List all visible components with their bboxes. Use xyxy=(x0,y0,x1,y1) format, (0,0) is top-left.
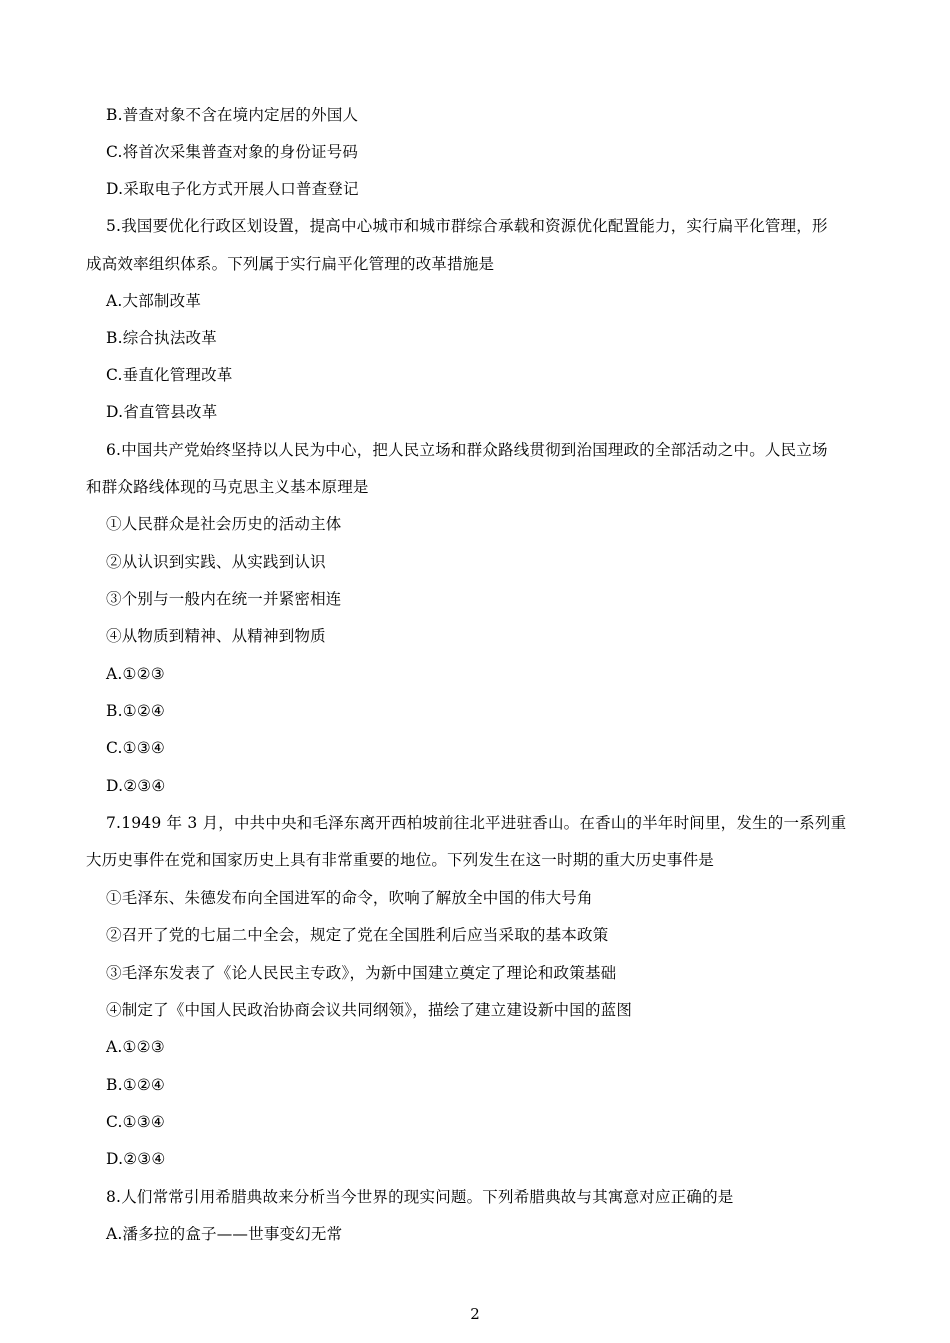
q7-stem-line1: 7.1949 年 3 月，中共中央和毛泽东离开西柏坡前往北平进驻香山。在香山的半年时间里，发生的一系列重 xyxy=(106,814,847,832)
q7-option-b: B.①②④ xyxy=(106,1076,166,1094)
q7-stem-line2: 大历史事件在党和国家历史上具有非常重要的地位。下列发生在这一时期的重大历史事件是 xyxy=(86,851,715,869)
q6-option-a: A.①②③ xyxy=(106,665,165,683)
q6-option-b: B.①②④ xyxy=(106,702,166,720)
q6-statement-3: ③个别与一般内在统一并紧密相连 xyxy=(106,590,342,608)
q4-option-b: B.普查对象不含在境内定居的外国人 xyxy=(106,106,359,124)
q7-statement-3: ③毛泽东发表了《论人民民主专政》，为新中国建立奠定了理论和政策基础 xyxy=(106,964,617,982)
q5-option-d: D.省直管县改革 xyxy=(106,403,218,421)
q7-statement-2: ②召开了党的七届二中全会，规定了党在全国胜利后应当采取的基本政策 xyxy=(106,926,609,944)
q5-option-a: A.大部制改革 xyxy=(106,292,202,310)
q6-stem-line2: 和群众路线体现的马克思主义基本原理是 xyxy=(86,478,369,496)
q5-option-c: C.垂直化管理改革 xyxy=(106,366,233,384)
q6-statement-1: ①人民群众是社会历史的活动主体 xyxy=(106,515,342,533)
q6-option-c: C.①③④ xyxy=(106,739,165,757)
q5-stem-line1: 5.我国要优化行政区划设置，提高中心城市和城市群综合承载和资源优化配置能力，实行扁平化管理，形 xyxy=(106,217,828,235)
q6-statement-2: ②从认识到实践、从实践到认识 xyxy=(106,553,326,571)
q6-option-d: D.②③④ xyxy=(106,777,166,795)
q5-option-b: B.综合执法改革 xyxy=(106,329,217,347)
q7-option-c: C.①③④ xyxy=(106,1113,165,1131)
q8-option-a: A.潘多拉的盒子——世事变幻无常 xyxy=(106,1225,343,1243)
q6-stem-line1: 6.中国共产党始终坚持以人民为中心，把人民立场和群众路线贯彻到治国理政的全部活动之中。人民立场 xyxy=(106,441,828,459)
q6-statement-4: ④从物质到精神、从精神到物质 xyxy=(106,627,326,645)
q7-statement-4: ④制定了《中国人民政治协商会议共同纲领》，描绘了建立建设新中国的蓝图 xyxy=(106,1001,633,1019)
q7-option-a: A.①②③ xyxy=(106,1038,165,1056)
q7-statement-1: ①毛泽东、朱德发布向全国进军的命令，吹响了解放全中国的伟大号角 xyxy=(106,889,593,907)
q4-option-d: D.采取电子化方式开展人口普查登记 xyxy=(106,180,359,198)
q4-option-c: C.将首次采集普查对象的身份证号码 xyxy=(106,143,359,161)
q8-stem-line1: 8.人们常常引用希腊典故来分析当今世界的现实问题。下列希腊典故与其寓意对应正确的是 xyxy=(106,1188,734,1206)
q7-option-d: D.②③④ xyxy=(106,1150,166,1168)
q5-stem-line2: 成高效率组织体系。下列属于实行扁平化管理的改革措施是 xyxy=(86,255,495,273)
page-number: 2 xyxy=(470,1305,480,1323)
